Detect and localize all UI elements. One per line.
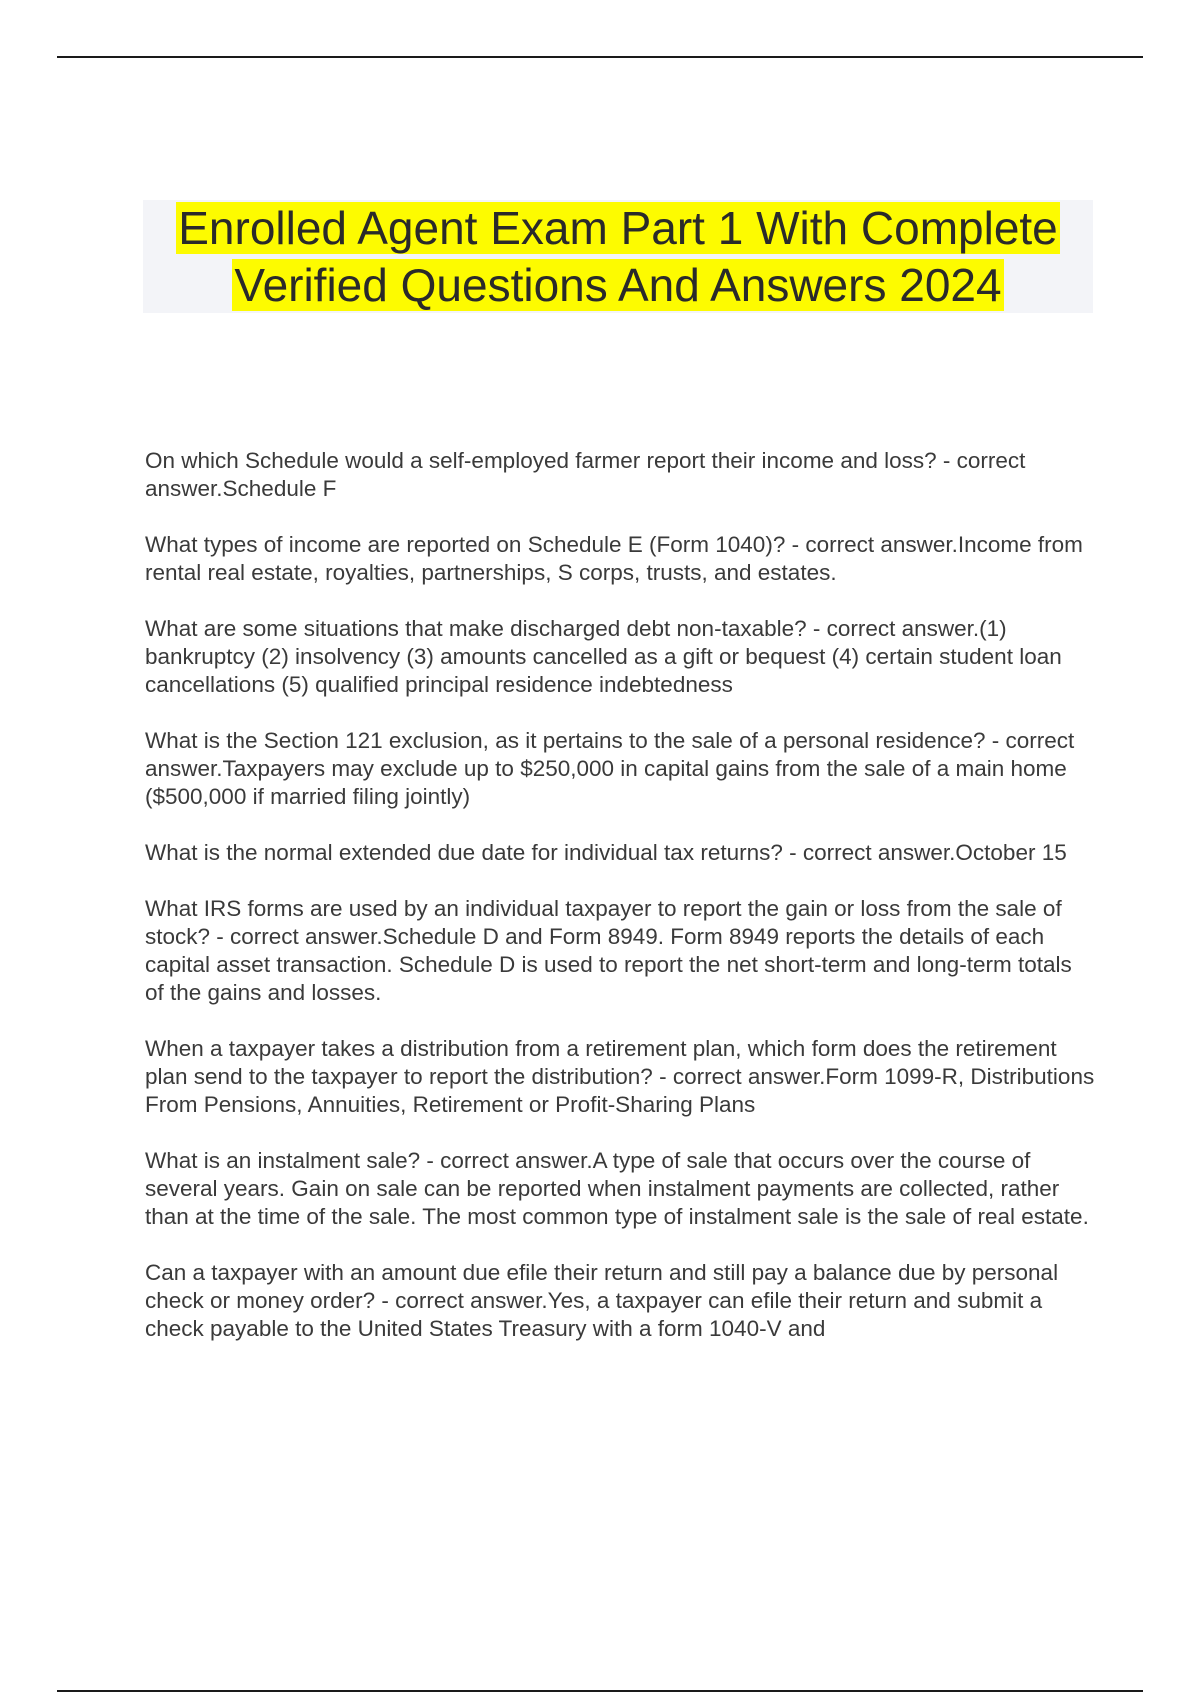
qa-item-6: What IRS forms are used by an individual taxpayer to report the gain or loss from the sale of stock? - correct answer.Schedule D and Form 8949. Form 8949 reports the details of each capital asset transaction. Schedule D is used to report the net short-term and long-term totals of the gains and losses.: [145, 896, 1072, 1005]
qa-item-1: On which Schedule would a self-employed farmer report their income and loss? - correct answer.Schedule F: [145, 448, 1026, 501]
qa-item-8: What is an instalment sale? - correct answer.A type of sale that occurs over the course of several years. Gain on sale can be reported when instalment payments are collected, rather than at the time of the sale. The most common type of instalment sale is the sale of real estate.: [145, 1148, 1089, 1229]
qa-item-5: What is the normal extended due date for individual tax returns? - correct answer.October 15: [145, 840, 1067, 865]
qa-item-7: When a taxpayer takes a distribution from a retirement plan, which form does the retirement plan send to the taxpayer to report the distribution? - correct answer.Form 1099-R, Distributions From Pensions, Annuities, Retirement or Profit-Sharing Plans: [145, 1036, 1095, 1117]
qa-item-3: What are some situations that make discharged debt non-taxable? - correct answer.(1) bankruptcy (2) insolvency (3) amounts cancelled as a gift or bequest (4) certain student loan cancellations (5) qualified principal residence indebtedness: [145, 616, 1062, 697]
bottom-divider: [57, 1690, 1143, 1692]
qa-item-2: What types of income are reported on Schedule E (Form 1040)? - correct answer.Income from rental real estate, royalties, partnerships, S corps, trusts, and estates.: [145, 532, 1083, 585]
qa-list: [145, 447, 1095, 1371]
qa-item-4: What is the Section 121 exclusion, as it pertains to the sale of a personal residence? - correct answer.Taxpayers may exclude up to $250,000 in capital gains from the sale of a main home ($500,000 if married filing jointly): [145, 728, 1075, 809]
qa-item-9: Can a taxpayer with an amount due efile their return and still pay a balance due by personal check or money order? - correct answer.Yes, a taxpayer can efile their return and submit a check payable to the United States Treasury with a form 1040-V and: [145, 1260, 1059, 1341]
title-block: [143, 200, 1093, 313]
document-title: Enrolled Agent Exam Part 1 With Complete Verified Questions And Answers 2024: [178, 202, 1058, 311]
top-divider: [57, 56, 1143, 58]
